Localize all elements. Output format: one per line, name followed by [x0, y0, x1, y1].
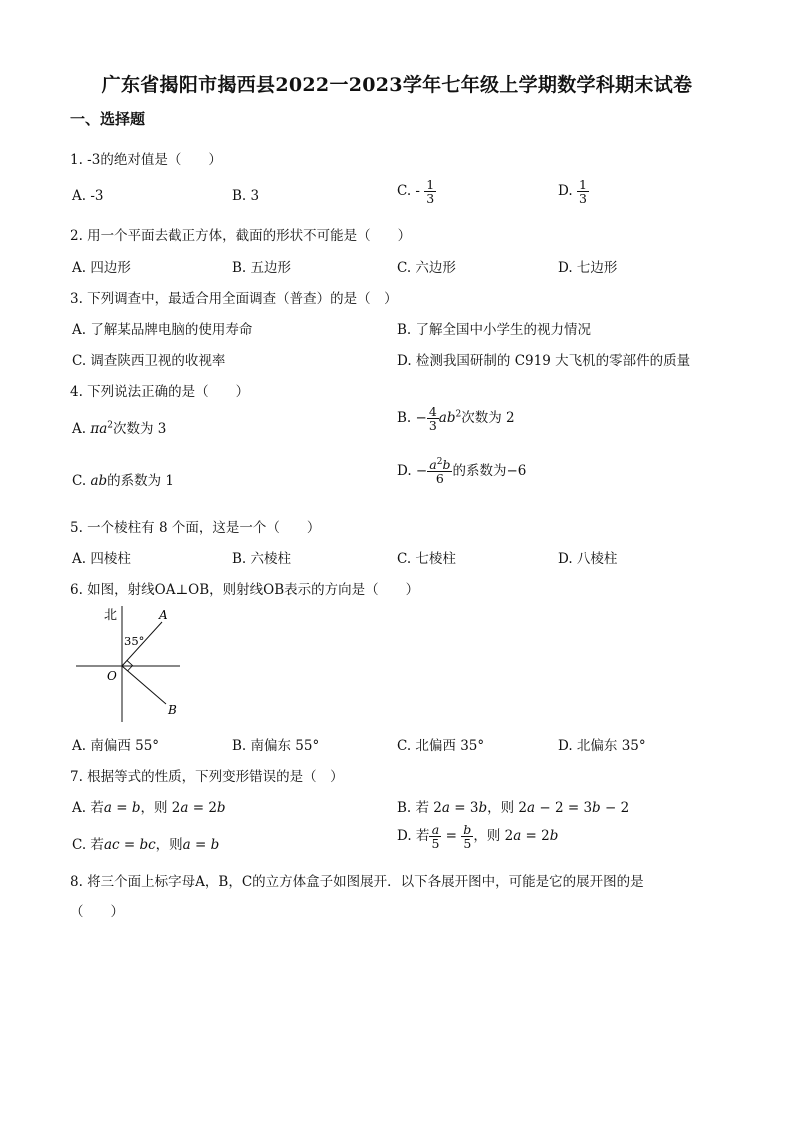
q2-option-a: A. 四边形 — [72, 260, 131, 276]
angle-label: 35° — [124, 634, 145, 648]
question-2-stem: 2. 用一个平面去截正方体，截面的形状不可能是（ ） — [70, 228, 412, 244]
q1-option-b: B. 3 — [232, 188, 260, 204]
question-6-stem: 6. 如图，射线OA⊥OB，则射线OB表示的方向是（ ） — [70, 582, 420, 598]
q7-option-c: C. 若ac = bc，则a = b — [72, 837, 220, 853]
q5-option-b: B. 六棱柱 — [232, 551, 292, 567]
question-1-stem: 1. -3的绝对值是（ ） — [70, 152, 222, 168]
q2-option-b: B. 五边形 — [232, 260, 292, 276]
q3-option-d: D. 检测我国研制的 C919 大飞机的零部件的质量 — [397, 353, 691, 369]
q7-option-d: D. 若 $\frac{a}{5}$ = $\frac{b}{5}$ ，则 2a = 2b — [397, 822, 559, 852]
q3-option-a: A. 了解某品牌电脑的使用寿命 — [72, 322, 253, 338]
q1-option-d — [558, 178, 589, 205]
point-o-label: O — [107, 669, 117, 683]
q1-option-c-label: C. - — [397, 183, 420, 200]
ray-ob — [122, 666, 166, 704]
fraction: $\frac{4}{3}$ — [428, 404, 437, 434]
q7-option-b: B. 若 2a = 3b，则 2a − 2 = 3b − 2 — [397, 800, 630, 816]
page-title: 广东省揭阳市揭西县2022一2023学年七年级上学期数学科期末试卷 — [101, 74, 693, 96]
q2-option-d: D. 七边形 — [558, 260, 618, 276]
section-heading: 一、选择题 — [70, 110, 146, 128]
question-4-stem: 4. 下列说法正确的是（ ） — [70, 384, 250, 400]
q4-option-d: D. − $\frac{a^2b}{6}$ 的系数为−6 — [397, 456, 527, 487]
q1-option-c — [397, 178, 436, 205]
q5-option-c: C. 七棱柱 — [397, 551, 456, 567]
question-3-stem: 3. 下列调查中，最适合用全面调查（普查）的是（ ） — [70, 291, 398, 307]
q2-option-c: C. 六边形 — [397, 260, 456, 276]
q3-option-c: C. 调查陕西卫视的收视率 — [72, 353, 226, 369]
q6-option-c: C. 北偏西 35° — [397, 738, 485, 754]
point-b-label: B — [168, 703, 177, 717]
q6-option-a: A. 南偏西 55° — [72, 738, 160, 754]
fraction: $\frac{a^2b}{6}$ — [429, 456, 451, 487]
fraction: $\frac{1}{3}$ — [578, 177, 587, 207]
fraction: $\frac{1}{3}$ — [426, 177, 435, 207]
q1-option-a: A. -3 — [72, 188, 104, 204]
q1-option-d-label: D. — [558, 183, 577, 200]
fraction: $\frac{b}{5}$ — [463, 822, 472, 852]
q7-option-a: A. 若a = b，则 2a = 2b — [72, 800, 226, 816]
question-8-stem: 8. 将三个面上标字母A，B，C的立方体盒子如图展开．以下各展开图中，可能是它的展开图的是 — [70, 874, 644, 890]
question-7-stem: 7. 根据等式的性质，下列变形错误的是（ ） — [70, 769, 344, 785]
q4-option-b: B. − $\frac{4}{3}$ $ab^2$次数为 2 — [397, 404, 515, 434]
q3-option-b: B. 了解全国中小学生的视力情况 — [397, 322, 592, 338]
q6-option-d: D. 北偏东 35° — [558, 738, 646, 754]
direction-figure — [70, 600, 190, 724]
fraction: $\frac{a}{5}$ — [431, 822, 440, 852]
north-label: 北 — [104, 608, 118, 623]
question-5-stem: 5. 一个棱柱有 8 个面，这是一个（ ） — [70, 520, 321, 536]
question-8-paren: （ ） — [70, 904, 124, 920]
q6-option-b: B. 南偏东 55° — [232, 738, 320, 754]
point-a-label: A — [159, 608, 168, 622]
q4-option-c: C. ab的系数为 1 — [72, 473, 175, 489]
q5-option-d: D. 八棱柱 — [558, 551, 618, 567]
q4-option-a: A. $\pi a^2$次数为 3 — [72, 420, 167, 437]
q5-option-a: A. 四棱柱 — [72, 551, 131, 567]
